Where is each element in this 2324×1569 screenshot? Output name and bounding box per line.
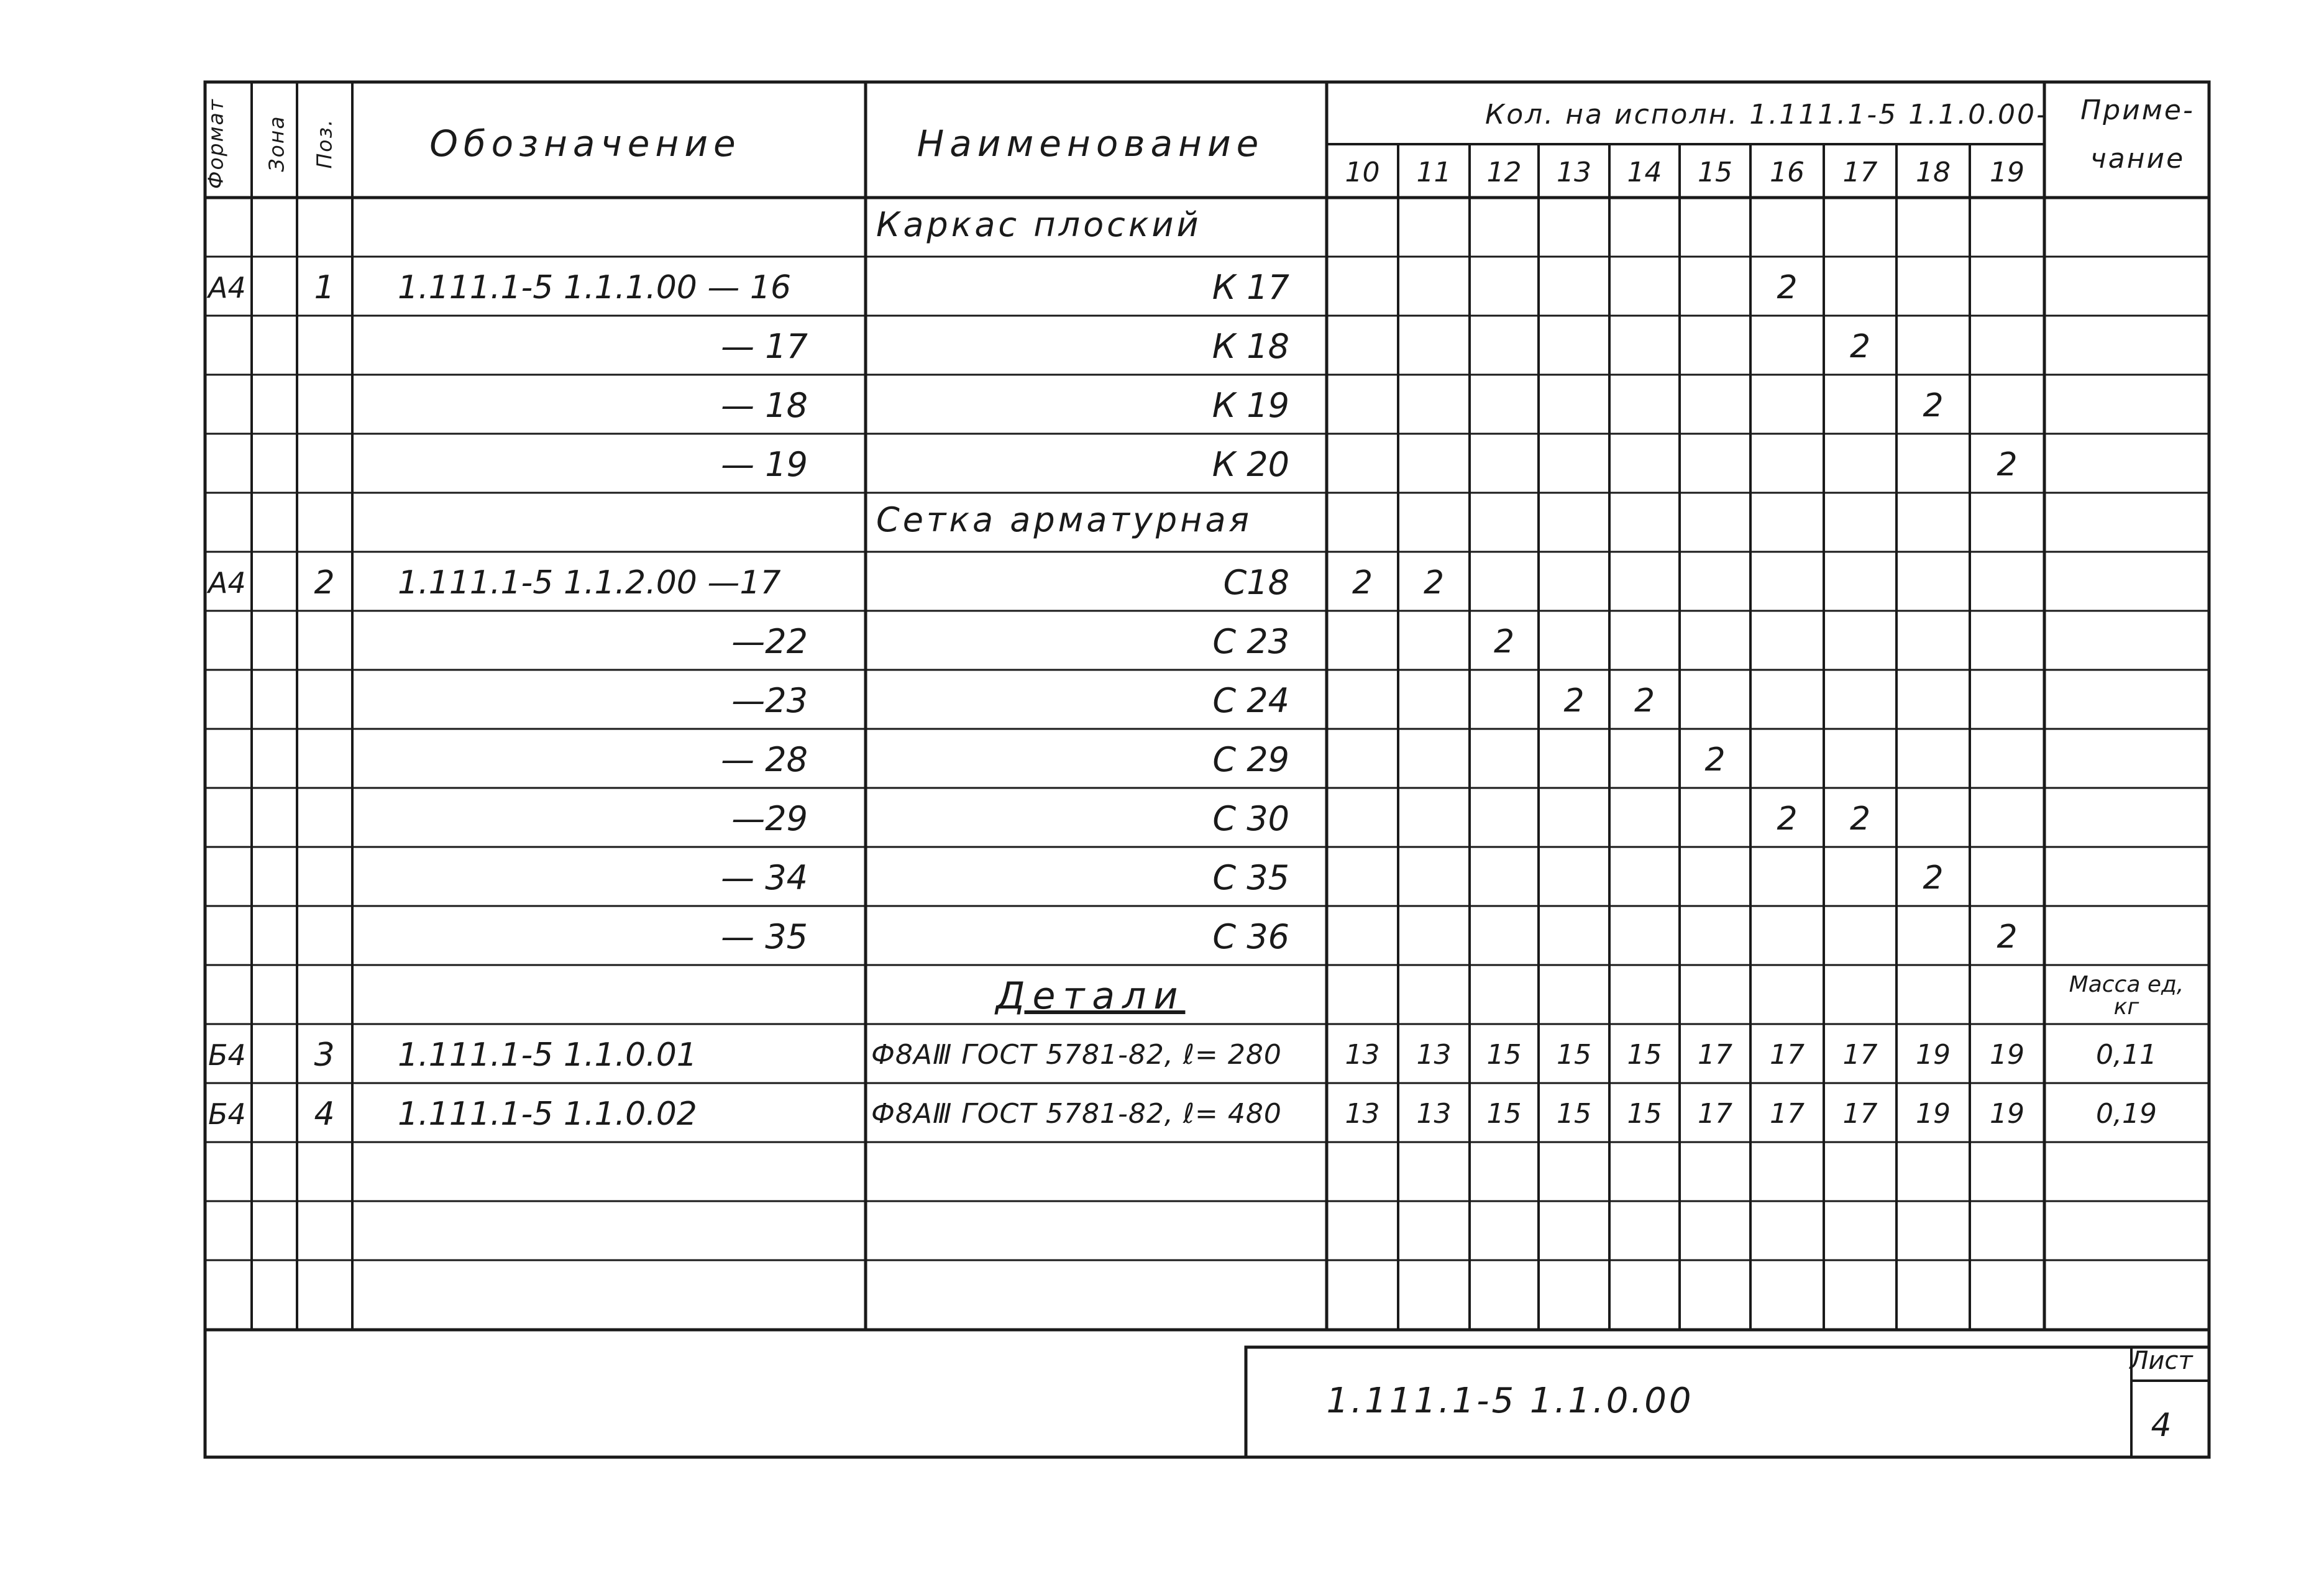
quantity-cell: 13 — [1416, 1038, 1452, 1071]
quantity-column-header-11: 11 — [1416, 157, 1452, 188]
quantity-cell: 2 — [1777, 268, 1798, 306]
header-note-line2: чание — [2090, 143, 2185, 175]
name-cell: Ф8АⅢ ГОСТ 5781-82, ℓ= 480 — [871, 1097, 1282, 1130]
name-cell: С 23 — [1212, 621, 1289, 661]
quantity-cell: 19 — [1990, 1038, 2024, 1071]
header-note-line1: Приме- — [2080, 94, 2195, 126]
quantity-cell: 2 — [1777, 800, 1798, 838]
quantity-cell: 15 — [1486, 1038, 1522, 1071]
designation-cell: —22 — [731, 621, 808, 661]
quantity-cell: 2 — [1634, 682, 1655, 720]
quantity-cell: 13 — [1416, 1097, 1452, 1130]
position-cell: 3 — [314, 1036, 335, 1074]
quantity-cell: 2 — [1997, 446, 2018, 483]
designation-cell: — 19 — [721, 444, 808, 484]
designation-cell: — 34 — [721, 858, 808, 897]
position-cell: 1 — [314, 268, 335, 306]
quantity-cell: 17 — [1770, 1097, 1805, 1130]
designation-cell: 1.111.1-5 1.1.0.01 — [398, 1036, 697, 1074]
position-cell: 2 — [314, 564, 335, 602]
name-cell: С18 — [1223, 562, 1289, 602]
quantity-cell: 13 — [1345, 1038, 1380, 1071]
designation-cell: — 35 — [721, 917, 808, 956]
designation-cell: —23 — [731, 680, 808, 720]
quantity-cell: 2 — [1849, 800, 1871, 838]
quantity-column-header-15: 15 — [1698, 157, 1732, 188]
name-cell: С 35 — [1212, 858, 1289, 897]
designation-cell: — 28 — [721, 739, 808, 779]
quantity-cell: 17 — [1770, 1038, 1805, 1071]
header-position: Поз. — [312, 118, 337, 169]
name-cell: К 19 — [1212, 385, 1289, 425]
name-cell: С 29 — [1212, 739, 1289, 779]
name-cell: Ф8АⅢ ГОСТ 5781-82, ℓ= 280 — [871, 1038, 1282, 1071]
designation-cell: 1.111.1-5 1.1.1.00 — 16 — [398, 268, 792, 306]
sheet-label: Лист — [2130, 1347, 2193, 1375]
name-cell: С 24 — [1212, 680, 1289, 720]
format-cell: Б4 — [208, 1097, 246, 1131]
header-designation: Обозначение — [429, 122, 741, 165]
name-cell: К 17 — [1212, 267, 1289, 307]
quantity-cell: 2 — [1423, 564, 1445, 602]
designation-cell: — 18 — [721, 385, 808, 425]
quantity-cell: 17 — [1842, 1097, 1878, 1130]
name-cell: С 36 — [1212, 917, 1289, 956]
quantity-cell: 2 — [1704, 741, 1726, 779]
quantity-column-header-10: 10 — [1345, 157, 1380, 188]
note-cell: 0,19 — [2096, 1097, 2157, 1130]
quantity-cell: 15 — [1557, 1097, 1591, 1130]
quantity-cell: 19 — [1916, 1038, 1951, 1071]
header-zone: Зона — [264, 115, 289, 172]
header-format: Формат — [203, 98, 228, 189]
quantity-column-header-12: 12 — [1486, 157, 1522, 188]
quantity-cell: 19 — [1990, 1097, 2024, 1130]
format-cell: Б4 — [208, 1038, 246, 1072]
quantity-cell: 2 — [1923, 387, 1944, 424]
quantity-cell: 17 — [1698, 1097, 1732, 1130]
quantity-cell: 15 — [1486, 1097, 1522, 1130]
designation-cell: —29 — [731, 798, 808, 838]
quantity-column-header-14: 14 — [1627, 157, 1662, 188]
quantity-cell: 2 — [1849, 327, 1871, 365]
group-heading: Каркас плоский — [876, 204, 1202, 244]
quantity-cell: 2 — [1923, 859, 1944, 897]
title-block-code: 1.111.1-5 1.1.0.00 — [1326, 1381, 1694, 1421]
quantity-cell: 15 — [1627, 1038, 1662, 1071]
quantity-cell: 17 — [1698, 1038, 1732, 1071]
format-cell: А4 — [208, 270, 246, 304]
name-cell: К 20 — [1212, 444, 1289, 484]
header-name: Наименование — [917, 122, 1265, 165]
section-heading: Детали — [995, 974, 1186, 1018]
quantity-column-header-18: 18 — [1916, 157, 1951, 188]
note-cell: 0,11 — [2096, 1038, 2157, 1071]
quantity-cell: 2 — [1493, 623, 1515, 661]
header-quantity: Кол. на исполн. 1.111.1-5 1.1.0.00- — [1485, 99, 2048, 130]
name-cell: К 18 — [1212, 326, 1289, 366]
position-cell: 4 — [314, 1095, 335, 1133]
quantity-cell: 17 — [1842, 1038, 1878, 1071]
quantity-column-header-13: 13 — [1557, 157, 1591, 188]
sheet-number: 4 — [2151, 1407, 2172, 1444]
designation-cell: — 17 — [721, 326, 808, 366]
format-cell: А4 — [208, 565, 246, 600]
designation-cell: 1.111.1-5 1.1.0.02 — [398, 1095, 697, 1133]
quantity-cell: 19 — [1916, 1097, 1951, 1130]
quantity-cell: 2 — [1563, 682, 1585, 720]
quantity-cell: 2 — [1997, 918, 2018, 956]
quantity-cell: 13 — [1345, 1097, 1380, 1130]
group-heading: Сетка арматурная — [876, 500, 1253, 539]
name-cell: С 30 — [1212, 798, 1289, 838]
note-cell: Масса ед, кг — [2069, 971, 2184, 1020]
quantity-cell: 15 — [1627, 1097, 1662, 1130]
quantity-cell: 15 — [1557, 1038, 1591, 1071]
designation-cell: 1.111.1-5 1.1.2.00 —17 — [398, 564, 781, 602]
quantity-column-header-17: 17 — [1842, 157, 1878, 188]
quantity-cell: 2 — [1352, 564, 1373, 602]
quantity-column-header-16: 16 — [1770, 157, 1805, 188]
quantity-column-header-19: 19 — [1990, 157, 2024, 188]
